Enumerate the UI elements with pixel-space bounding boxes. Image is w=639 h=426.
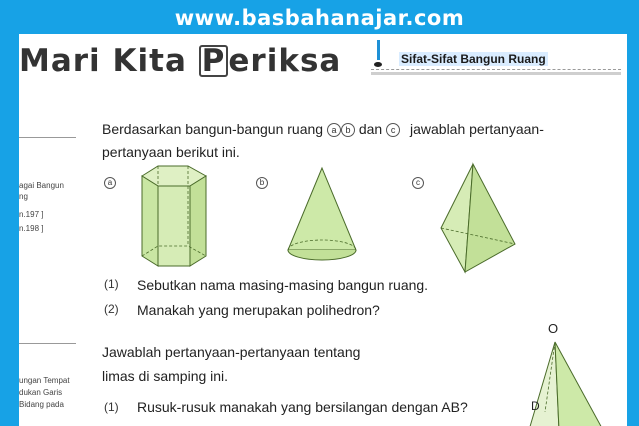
sidebar-ref: n.198 ] — [19, 224, 44, 233]
question2-line2: limas di samping ini. — [102, 368, 229, 384]
question1-intro — [102, 118, 622, 140]
figure-label-a: a — [104, 177, 116, 189]
topic-label: Sifat-Sifat Bangun Ruang — [401, 52, 546, 66]
item-number: (1) — [104, 400, 119, 414]
topic-underline — [371, 72, 621, 75]
intro-text: jawablah pertanyaan- — [409, 121, 544, 137]
item-number: (2) — [104, 302, 119, 316]
sidebar-note: ungan Tempat — [19, 376, 70, 385]
vertex-d-label: D — [531, 399, 540, 413]
title-highlight-letter: P — [199, 45, 229, 77]
apex-label: O — [548, 321, 559, 336]
topic-tag — [363, 44, 627, 82]
section-title — [19, 43, 341, 79]
sidebar-note: agai Bangun — [19, 181, 64, 190]
title-text-post: eriksa — [228, 43, 342, 79]
title-text-pre: Mari Kita — [19, 43, 199, 79]
question2-item1: Rusuk-rusuk manakah yang bersilangan dengan AB? — [137, 399, 468, 415]
topic-dashline — [371, 69, 621, 70]
intro-text: Berdasarkan bangun-bangun ruang — [102, 121, 324, 137]
label-c-inline: c — [386, 123, 400, 137]
pin-head-icon — [374, 62, 382, 67]
question1-item2: Manakah yang merupakan polihedron? — [137, 302, 380, 318]
site-watermark: www.basbahanajar.com — [174, 6, 465, 30]
textbook-page — [19, 34, 627, 426]
hexagonal-prism-figure — [134, 162, 214, 272]
sidebar-divider — [19, 137, 76, 138]
figure-label-c: c — [412, 177, 424, 189]
question1-item1: Sebutkan nama masing-masing bangun ruang. — [137, 277, 429, 293]
question1-intro-line2: pertanyaan berikut ini. — [102, 144, 240, 160]
sidebar-note: ng — [19, 192, 28, 201]
sidebar-note: dukan Garis — [19, 388, 63, 397]
figure-label-b: b — [256, 177, 268, 189]
tetrahedron-figure — [439, 162, 519, 272]
sidebar-divider — [19, 343, 76, 344]
pin-icon — [377, 40, 380, 60]
sidebar-note: Bidang pada — [19, 400, 64, 409]
intro-text: dan — [358, 121, 383, 137]
question2-line1: Jawablah pertanyaan-pertanyaan tentang — [102, 344, 361, 360]
label-b-inline: b — [341, 123, 355, 137]
item-number: (1) — [104, 277, 119, 291]
sidebar-ref: n.197 ] — [19, 210, 44, 219]
cone-figure — [284, 166, 364, 266]
label-a-inline: a — [327, 123, 341, 137]
